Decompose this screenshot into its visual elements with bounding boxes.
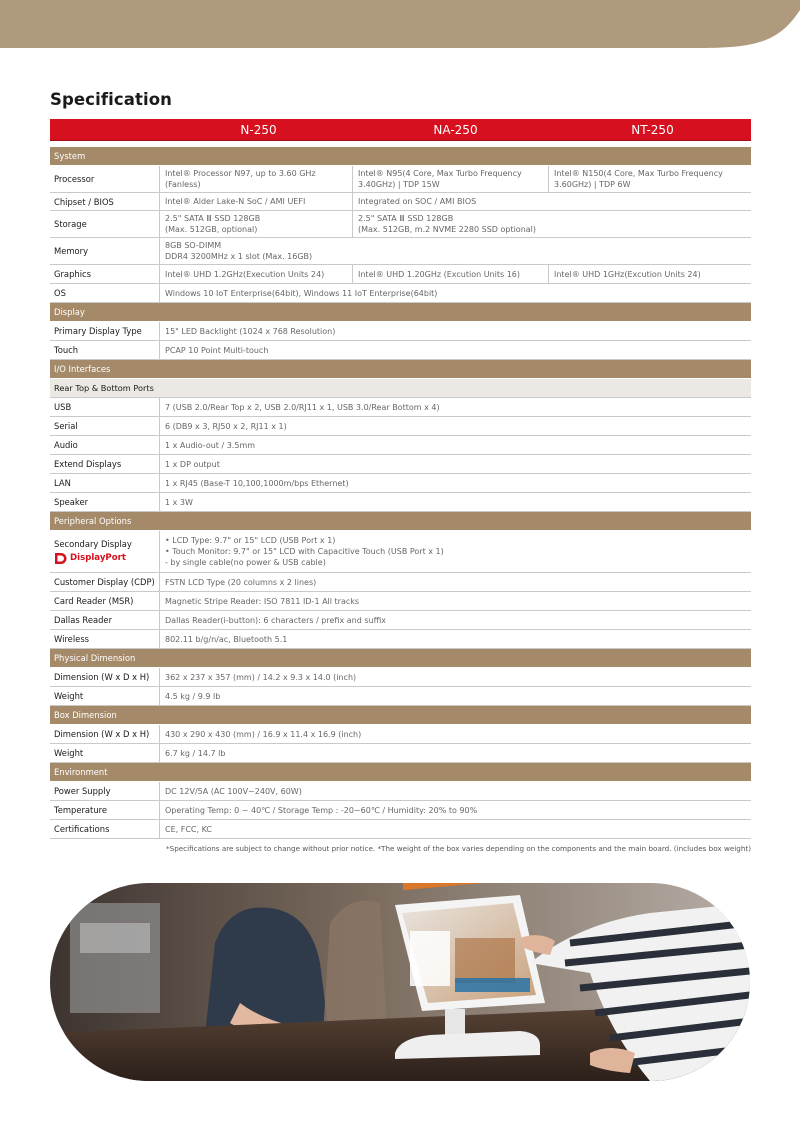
row-label: Chipset / BIOS (50, 193, 160, 210)
value-all: 362 x 237 x 357 (mm) / 14.2 x 9.3 x 14.0 (inch) (165, 672, 357, 682)
row-certifications (50, 820, 751, 839)
row-msr (50, 592, 751, 611)
row-extend-displays (50, 455, 751, 474)
value-nt250: Intel® UHD 1GHz(Excution Units 24) (548, 265, 751, 283)
value-all: 8GB SO-DIMM DDR4 3200MHz x 1 slot (Max. 16GB) (165, 241, 313, 261)
displayport-logo (54, 552, 126, 565)
row-touch (50, 341, 751, 360)
value-all: 1 x 3W (165, 497, 193, 507)
row-label: OS (50, 284, 160, 302)
row-box-weight (50, 744, 751, 763)
row-label: Processor (50, 166, 160, 192)
row-chipset (50, 193, 751, 211)
row-speaker (50, 493, 751, 512)
row-memory (50, 238, 751, 265)
value-all: 6 (DB9 x 3, RJ50 x 2, RJ11 x 1) (165, 421, 287, 431)
value-all: 1 x Audio-out / 3.5mm (165, 440, 256, 450)
value-n250: 2.5" SATA Ⅲ SSD 128GB (Max. 512GB, optional) (165, 214, 261, 234)
row-label: Speaker (50, 493, 160, 511)
row-box-dimension (50, 725, 751, 744)
row-secondary-display (50, 531, 751, 573)
page-title: Specification (50, 90, 172, 109)
row-label: Touch (50, 341, 160, 359)
row-label: Dimension (W x D x H) (50, 725, 160, 743)
row-primary-display (50, 322, 751, 341)
model-na250: NA-250 (433, 123, 478, 137)
value-all: Dallas Reader(i-button): 6 characters / prefix and suffix (165, 615, 387, 625)
model-header-bar (50, 119, 751, 141)
footnote: *Specifications are subject to change without prior notice. *The weight of the box varies depending on the components and the main board. (includes box weight) (166, 844, 751, 853)
top-decorative-swoosh (0, 0, 800, 60)
spec-table (50, 119, 751, 839)
value-all: DC 12V/5A (AC 100V~240V, 60W) (165, 786, 302, 796)
row-lan (50, 474, 751, 493)
section-physical: Physical Dimension (50, 649, 751, 668)
row-label: Customer Display (CDP) (50, 573, 160, 591)
section-io: I/O Interfaces (50, 360, 751, 379)
section-system: System (50, 147, 751, 166)
value-all: 4.5 kg / 9.9 lb (165, 691, 221, 701)
row-label-cell (50, 531, 160, 572)
value-n250: Intel® UHD 1.2GHz(Execution Units 24) (165, 269, 325, 279)
row-wireless (50, 630, 751, 649)
row-label: Extend Displays (50, 455, 160, 473)
value-all: PCAP 10 Point Multi-touch (165, 345, 269, 355)
row-label: Card Reader (MSR) (50, 592, 160, 610)
value-all: 430 x 290 x 430 (mm) / 16.9 x 11.4 x 16.9 (inch) (165, 729, 362, 739)
row-graphics (50, 265, 751, 284)
value-n250: Intel® Alder Lake-N SoC / AMI UEFI (165, 197, 306, 206)
displayport-icon (54, 552, 67, 565)
row-usb (50, 398, 751, 417)
row-label: LAN (50, 474, 160, 492)
value-all: FSTN LCD Type (20 columns x 2 lines) (165, 577, 317, 587)
row-audio (50, 436, 751, 455)
value-all: Windows 10 IoT Enterprise(64bit), Windows 11 IoT Enterprise(64bit) (165, 288, 438, 298)
value-all: 6.7 kg / 14.7 lb (165, 748, 226, 758)
value-na250: Intel® UHD 1.20GHz (Excution Units 16) (352, 265, 548, 283)
row-label: Storage (50, 211, 160, 237)
row-label: Temperature (50, 801, 160, 819)
row-label: Weight (50, 687, 160, 705)
row-label: Certifications (50, 820, 160, 838)
value-all: CE, FCC, KC (165, 824, 212, 834)
row-label: Memory (50, 238, 160, 264)
value-n250: Intel® Processor N97, up to 3.60 GHz (Fanless) (165, 169, 316, 189)
row-physical-dimension (50, 668, 751, 687)
value-na-nt250: Integrated on SOC / AMI BIOS (352, 193, 751, 210)
model-n250: N-250 (240, 123, 277, 137)
row-label: Graphics (50, 265, 160, 283)
row-label: Audio (50, 436, 160, 454)
row-physical-weight (50, 687, 751, 706)
value-all: Magnetic Stripe Reader: ISO 7811 ID-1 All tracks (165, 596, 360, 606)
row-temperature (50, 801, 751, 820)
value-all: 15" LED Backlight (1024 x 768 Resolution) (165, 326, 336, 336)
row-label: USB (50, 398, 160, 416)
value-nt250: Intel® N150(4 Core, Max Turbo Frequency 3.60GHz) | TDP 6W (548, 166, 751, 192)
row-label: Serial (50, 417, 160, 435)
value-all: 1 x DP output (165, 459, 220, 469)
row-storage (50, 211, 751, 238)
row-label: Secondary Display (54, 538, 132, 549)
row-processor (50, 166, 751, 193)
model-nt250: NT-250 (631, 123, 674, 137)
section-environment: Environment (50, 763, 751, 782)
value-all: 802.11 b/g/n/ac, Bluetooth 5.1 (165, 634, 288, 644)
displayport-logo-text: DisplayPort (70, 553, 126, 563)
row-label: Dimension (W x D x H) (50, 668, 160, 686)
row-dallas (50, 611, 751, 630)
value-all: 1 x RJ45 (Base-T 10,100,1000m/bps Ethernet) (165, 478, 349, 488)
section-box: Box Dimension (50, 706, 751, 725)
subsection-rear-ports: Rear Top & Bottom Ports (50, 379, 751, 398)
row-os (50, 284, 751, 303)
row-power (50, 782, 751, 801)
row-label: Dallas Reader (50, 611, 160, 629)
value-all: • LCD Type: 9.7" or 15" LCD (USB Port x 1) • Touch Monitor: 9.7" or 15" LCD with Capacitive Touch (USB Port x 1) - by single cable(no power & USB cable) (165, 536, 444, 567)
section-peripheral: Peripheral Options (50, 512, 751, 531)
row-label: Primary Display Type (50, 322, 160, 340)
value-all: Operating Temp: 0 ~ 40℃ / Storage Temp : -20~60℃ / Humidity: 20% to 90% (165, 805, 478, 815)
value-all: 7 (USB 2.0/Rear Top x 2, USB 2.0/RJ11 x 1, USB 3.0/Rear Bottom x 4) (165, 402, 440, 412)
row-cdp (50, 573, 751, 592)
section-display: Display (50, 303, 751, 322)
value-na-nt250: 2.5" SATA Ⅲ SSD 128GB (Max. 512GB, m.2 NVME 2280 SSD optional) (352, 211, 751, 237)
product-photo (50, 883, 750, 1081)
row-serial (50, 417, 751, 436)
row-label: Weight (50, 744, 160, 762)
row-label: Wireless (50, 630, 160, 648)
value-na250: Intel® N95(4 Core, Max Turbo Frequency 3.40GHz) | TDP 15W (352, 166, 548, 192)
row-label: Power Supply (50, 782, 160, 800)
